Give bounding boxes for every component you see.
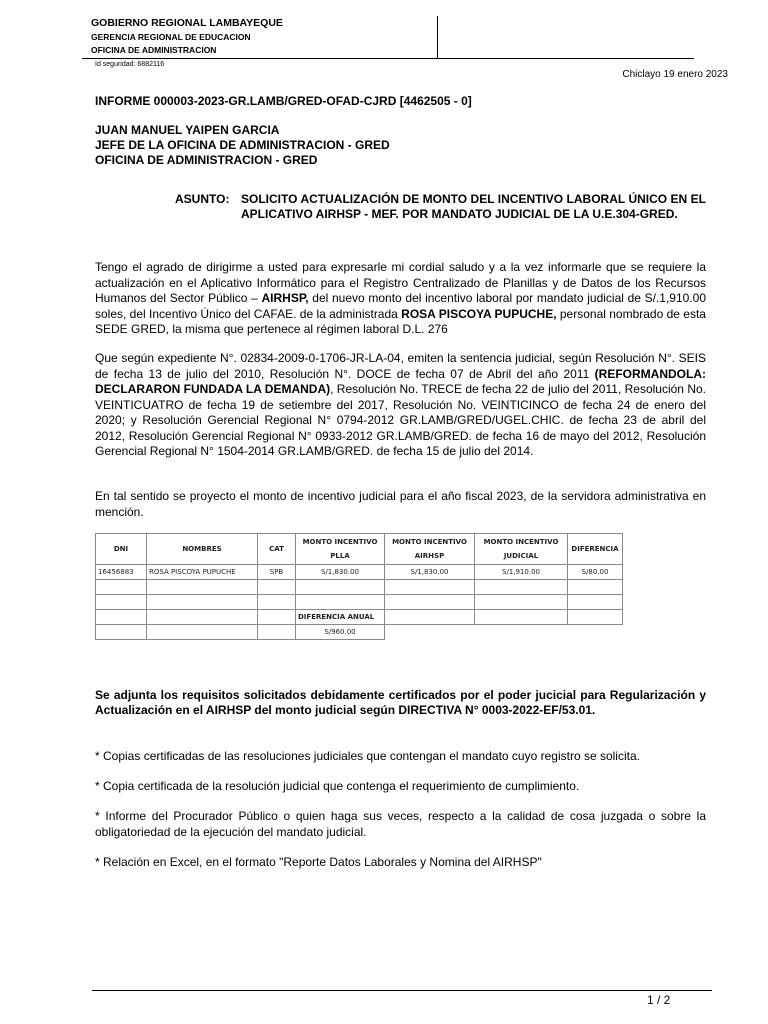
paragraph-request [95,260,706,338]
requirement-item: * Copia certificada de la resolución judicial que contenga el requerimiento de cumplimiento. [95,779,580,793]
informe-number: INFORME 000003-2023-GR.LAMB/GRED-OFAD-CJRD [4462505 - 0] [95,94,472,108]
table-row-annual-label [96,610,623,625]
table-row [96,565,623,580]
cell-plla: S/1,830.00 [296,565,385,580]
col-diferencia: DIFERENCIA [568,534,623,565]
letterhead [82,12,694,59]
requirement-item: * Informe del Procurador Público o quien haga sus veces, respecto a la calidad de cosa juzgada o sobre la obligatoriedad de la ejecución del mandato judicial. [95,809,706,839]
paragraph-resolutions [95,351,706,460]
cell-nombres: ROSA PISCOYA PUPUCHE [147,565,258,580]
incentive-table [95,533,623,640]
cell-dni: 16456883 [96,565,147,580]
table-row-annual-value [96,625,623,640]
para1-bold-name: ROSA PISCOYA PUPUCHE, [401,306,557,321]
para1-text-a: Tengo el agrado de dirigirme a usted para expresarle mi cordial saludo y a la vez informarle que se requiere la actualización en el Aplicativo Informático para el Registro Centralizado de Planillas y de Datos de los Recursos Humanos del Sector Público – [95,260,706,305]
col-nombres: NOMBRES [147,534,258,565]
para2-text-c: , Resolución No. TRECE de fecha 22 de julio del 2011, Resolución No. VEINTICUATRO de fecha 19 de setiembre del 2017, Resolución No. VEINTICINCO de fecha 24 de enero del 2020; y Resolución Gerencial Regional N° 0794-2012 GR.LAMB/GRED/UGEL.CHIC. de fecha 23 de abril del 2012, Resolución Gerencial Regional N° 0933-2012 GR.LAMB/GRED. de fecha 16 de mayo del 2012, Resolución Gerencial Regional N° 1504-2014 GR.LAMB/GRED. de fecha 15 de julio del 2014. [95,382,706,458]
letterhead-oficina: OFICINA DE ADMINISTRACION [91,45,217,55]
col-airhsp: MONTO INCENTIVO AIRHSP [385,534,475,565]
footer-divider [92,990,712,991]
col-plla: MONTO INCENTIVO PLLA [296,534,385,565]
para1-text-e: personal nombrado de esta SEDE GRED, la misma que pertenece al régimen laboral D.L. 276 [95,306,706,336]
asunto-text: SOLICITO ACTUALIZACIÓN DE MONTO DEL INCENTIVO LABORAL ÚNICO EN EL APLICATIVO AIRHSP - MEF. POR MANDATO JUDICIAL DE LA U.E.304-GRED. [241,192,706,221]
addressee-name: JUAN MANUEL YAIPEN GARCIA [95,123,280,137]
requirement-item: * Relación en Excel, en el formato "Reporte Datos Laborales y Nomina del AIRHSP" [95,855,542,869]
asunto-label: ASUNTO: [175,192,230,206]
para1-bold-airhsp: AIRHSP, [261,291,309,305]
cell-airhsp: S/1,830.00 [385,565,475,580]
col-dni: DNI [96,534,147,565]
page-number: 1 / 2 [647,993,671,1007]
addressee-block [95,123,390,168]
para2-bold-reform: (REFORMANDOLA: DECLARARON FUNDADA LA DEMANDA) [95,366,706,396]
para2-text-a: Que según expediente N°. 02834-2009-0-1706-JR-LA-04, emiten la sentencia judicial, según Resolución N°. SEIS de fecha 13 de julio del 2010, Resolución N°. DOCE de fecha 07 de Abril del año 2011 [95,351,706,381]
document-date: Chiclayo 19 enero 2023 [622,69,728,80]
table-row-empty [96,595,623,610]
addressee-role: JEFE DE LA OFICINA DE ADMINISTRACION - GRED [95,138,390,152]
requirement-item: * Copias certificadas de las resoluciones judiciales que contengan el mandato cuyo registro se solicita. [95,749,640,763]
letterhead-government: GOBIERNO REGIONAL LAMBAYEQUE [91,17,283,29]
addressee-office: OFICINA DE ADMINISTRACION - GRED [95,153,318,167]
col-cat: CAT [258,534,296,565]
para1-text-c: del nuevo monto del incentivo laboral por mandato judicial de S/.1,910.00 soles, del Incentivo Único del CAFAE. de la administrada [95,291,706,321]
paragraph-attachments: Se adjunta los requisitos solicitados debidamente certificados por el poder jucicial para Regularización y Actualización en el AIRHSP del monto judicial según DIRECTIVA N° 0003-2022-EF/53.01. [95,688,706,717]
cell-annual-value: S/960.00 [296,625,385,640]
col-judicial: MONTO INCENTIVO JUDICIAL [475,534,568,565]
table-header-row [96,534,623,565]
letterhead-divider [437,16,438,58]
cell-annual-label: DIFERENCIA ANUAL [296,610,385,625]
paragraph-projection: En tal sentido se proyecto el monto de incentivo judicial para el año fiscal 2023, de la servidora administrativa en mención. [95,489,706,519]
letterhead-gerencia: GERENCIA REGIONAL DE EDUCACION [91,32,251,42]
cell-judicial: S/1,910.00 [475,565,568,580]
security-id: Id seguridad: 6882116 [95,61,165,68]
cell-cat: SPB [258,565,296,580]
cell-diferencia: S/80.00 [568,565,623,580]
table-row-empty [96,580,623,595]
